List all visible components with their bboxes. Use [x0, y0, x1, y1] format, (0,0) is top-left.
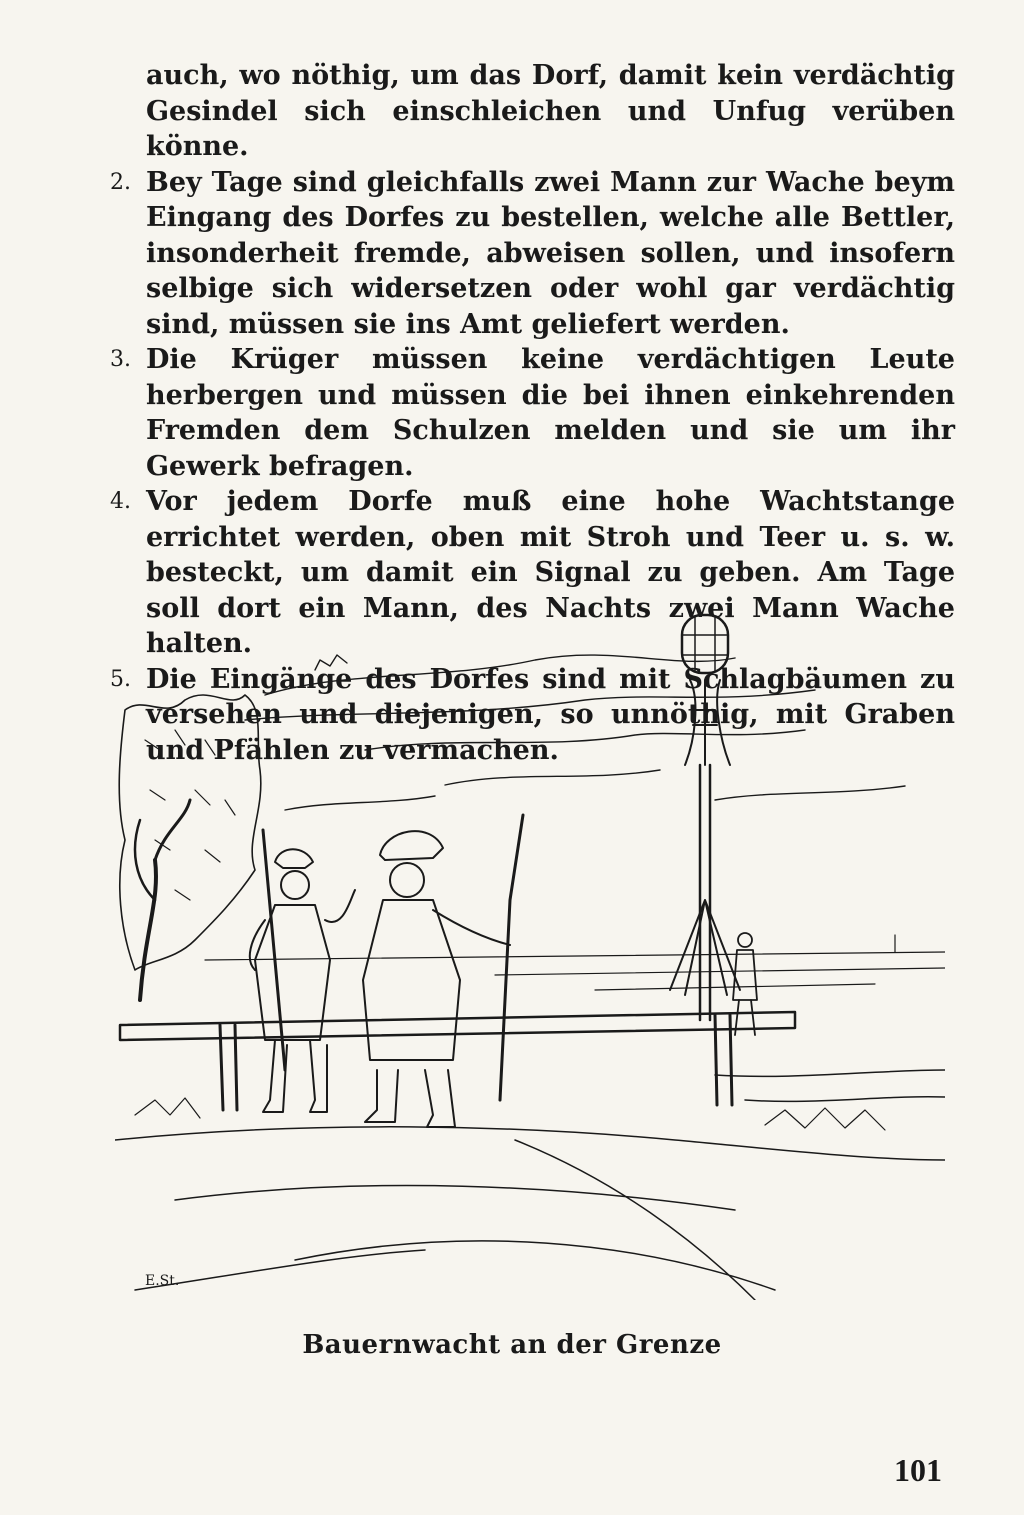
continuation-paragraph — [110, 58, 955, 165]
guard-left — [250, 830, 355, 1112]
page-number: 101 — [894, 1452, 942, 1488]
item-number: 3. — [110, 347, 131, 372]
guard-right — [363, 815, 523, 1127]
illustration-caption: Bauernwacht an der Grenze — [302, 1330, 722, 1360]
clouds — [245, 655, 905, 810]
list-item-3 — [110, 342, 955, 484]
road — [115, 1070, 945, 1300]
artist-signature: E.St. — [145, 1273, 180, 1289]
tree — [119, 695, 261, 1000]
paragraph-text: auch, wo nöthig, um das Dorf, damit kein verdächtig Gesindel sich einschleichen und Unfug verüben könne. — [146, 60, 955, 162]
item-number: 2. — [110, 169, 131, 195]
list-item-2 — [110, 165, 955, 343]
horizon — [205, 935, 945, 990]
illustration-peasant-watch — [115, 600, 945, 1300]
item-text: Die Krüger müssen keine verdächtigen Leute herbergen und müssen die bei ihnen einkehrenden Fremden dem Schulzen melden und sie um ihr Gewerk befragen. — [146, 344, 955, 482]
barrier — [120, 1012, 795, 1110]
item-text: Die Eingänge des Dorfes sind mit Schlagbäumen zu versehen und diejenigen, so unnöthig, mit Graben und Pfählen zu vermachen. — [146, 663, 955, 766]
item-text: Bey Tage sind gleichfalls zwei Mann zur Wache beym Eingang des Dorfes zu bestellen, welche alle Bettler, insonderheit fremde, abweisen sollen, und insofern selbige sich widersetzen oder wohl gar verdächtig sind, müssen sie ins Amt geliefert werden. — [146, 166, 955, 340]
item-number: 4. — [110, 489, 131, 514]
item-text: Vor jedem Dorfe muß eine hohe Wachtstange errichtet werden, oben mit Stroh und Teer u. s. w. besteckt, um damit ein Signal zu geben. Am Tage soll dort ein Mann, des Nachts zwei Mann Wache halten. — [146, 486, 955, 659]
item-number: 5. — [110, 666, 131, 692]
signal-pole — [670, 615, 740, 1020]
